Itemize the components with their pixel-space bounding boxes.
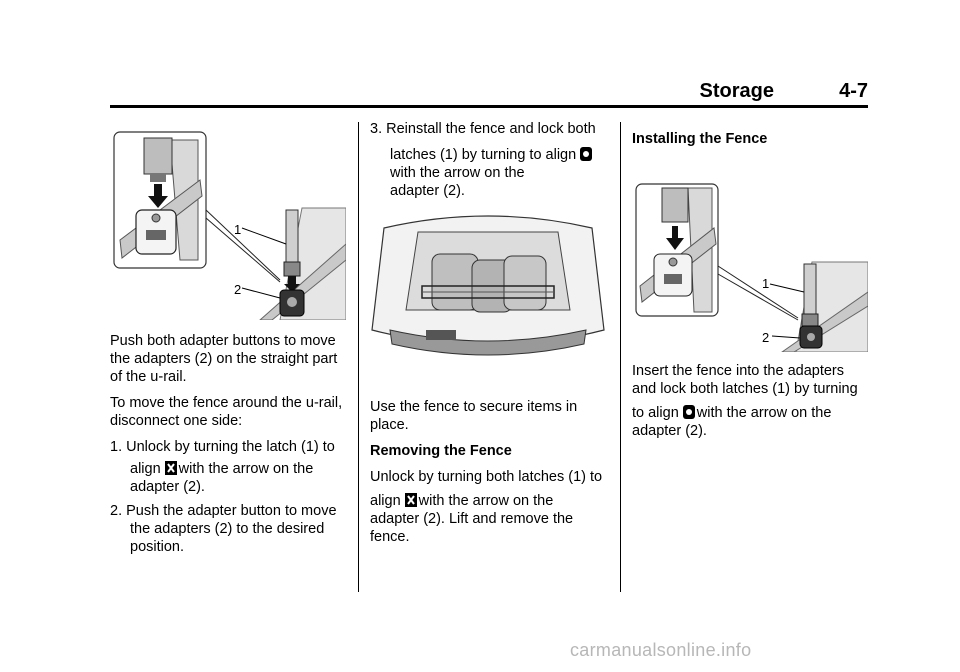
figure-label-2: 2 [234,282,242,297]
page-number: 4-7 [839,80,868,102]
unlock-icon [165,461,177,475]
install-text-a: Insert the fence into the adapters and lock both latches (1) by turning [632,363,858,397]
column-2 [370,120,610,554]
step-1-align: align [130,461,161,477]
step-1-text-c: adapter (2). [130,479,205,495]
step-1-text-a: Unlock by turning the latch (1) to [126,439,335,455]
lock-icon [683,405,695,419]
paragraph-installing-fence [632,362,868,440]
step-3-text-d: adapter (2). [390,183,465,199]
column-divider-2 [620,122,621,592]
step-3-text-b: latches (1) by turning to align [390,147,577,163]
cargo-area-figure [370,210,606,380]
heading-installing-fence: Installing the Fence [632,131,768,147]
remove-text-b: with the arrow on the [418,493,554,509]
remove-text-c: adapter (2). Lift and remove the fence. [370,511,574,545]
install-fence-figure [632,156,868,352]
adapter-detail-figure [110,120,346,320]
figure-label-1: 1 [234,222,242,237]
paragraph-move-fence: To move the fence around the u-rail, disconnect one side: [110,395,343,429]
column-1 [110,120,350,564]
figure-label-2: 2 [762,330,770,345]
paragraph-removing-fence [370,468,610,546]
column-3 [632,120,868,448]
remove-text-a: Unlock by turning both latches (1) to [370,469,603,485]
install-align: to align [632,405,679,421]
header-rule [110,105,868,108]
heading-removing-fence: Removing the Fence [370,443,512,459]
step-1 [110,438,350,496]
step-3-text-c: with the arrow on the [390,165,525,181]
figure-label-1: 1 [762,276,770,291]
lock-icon [580,147,592,161]
step-1-number: 1. [110,439,123,455]
watermark: carmanualsonline.info [570,640,752,660]
remove-align: align [370,493,401,509]
paragraph-secure-items: Use the fence to secure items in place. [370,399,578,433]
paragraph-adapter-buttons: Push both adapter buttons to move the adapters (2) on the straight part of the u-rail. [110,333,338,385]
install-text-b: with the arrow on the [696,405,832,421]
install-text-c: adapter (2). [632,423,707,439]
step-2-text: Push the adapter button to move the adapters (2) to the desired position. [126,503,337,555]
step-2 [110,502,350,556]
step-2-number: 2. [110,503,123,519]
step-1-text-b: with the arrow on the [178,461,314,477]
page-header [110,76,868,106]
step-3 [370,120,610,200]
column-divider-1 [358,122,359,592]
step-3-number: 3. [370,121,383,137]
unlock-icon [405,493,417,507]
step-3-text-a: Reinstall the fence and lock both [386,121,596,137]
section-title: Storage [699,80,774,102]
